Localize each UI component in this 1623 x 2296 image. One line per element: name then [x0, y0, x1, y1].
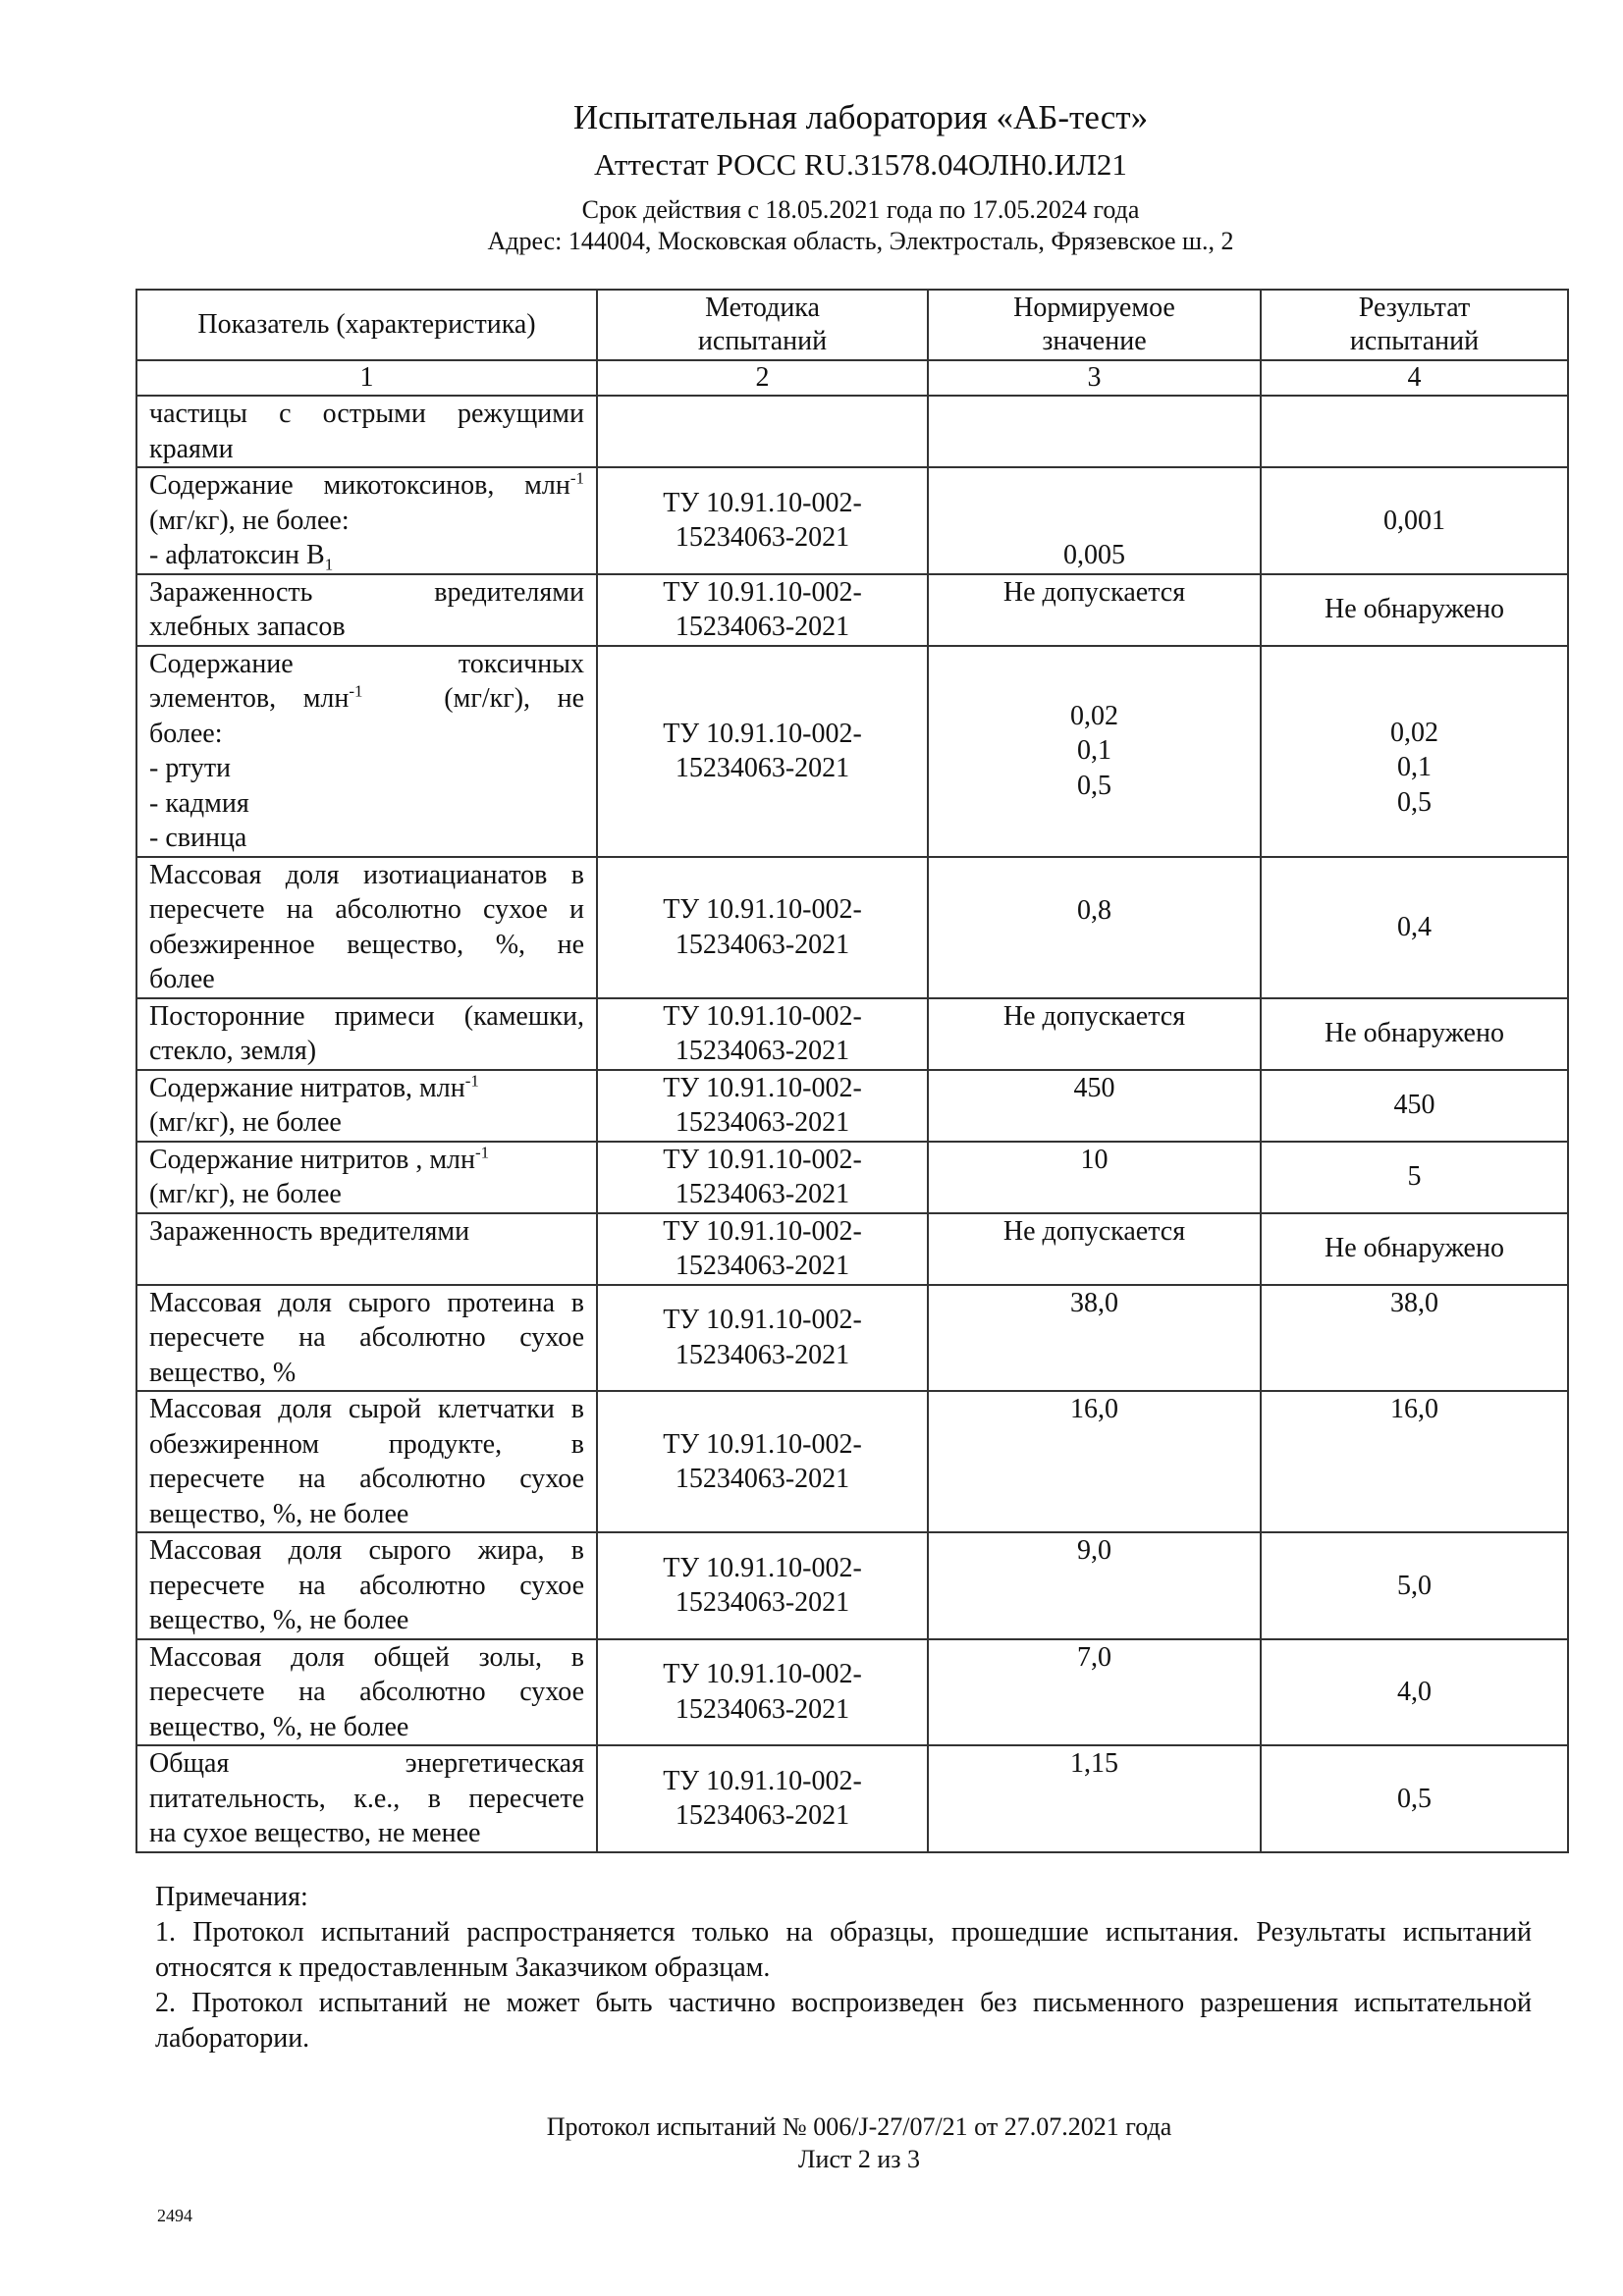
method-text: ТУ 10.91.10-002- — [663, 1144, 862, 1175]
method-text: ТУ 10.91.10-002- — [663, 1552, 862, 1583]
column-number: 3 — [928, 360, 1261, 396]
norm-cell: Не допускается — [928, 1213, 1261, 1285]
indicator-text: более: — [149, 718, 223, 749]
column-number: 2 — [597, 360, 928, 396]
result-cell: 5,0 — [1261, 1532, 1568, 1639]
indicator-text: - ртути — [149, 753, 232, 783]
indicator-text — [149, 538, 584, 573]
method-cell — [597, 998, 928, 1070]
test-results-table — [135, 289, 1569, 1853]
norm-cell — [928, 396, 1261, 467]
norm-value: 0,02 — [1070, 700, 1118, 731]
indicator-text: пересчете на абсолютно сухое — [149, 1322, 584, 1353]
result-cell: 450 — [1261, 1070, 1568, 1142]
indicator-text: вещество, %, не более — [149, 1711, 409, 1742]
result-cell: 16,0 — [1261, 1391, 1568, 1532]
method-cell — [597, 1391, 928, 1532]
column-header-label: значение — [1042, 326, 1147, 356]
table-header-row — [136, 290, 1568, 360]
table-row — [136, 1639, 1568, 1746]
result-value: 0,5 — [1397, 786, 1432, 818]
norm-cell: 0,005 — [928, 467, 1261, 574]
indicator-text: Посторонние примеси (камешки, — [149, 1000, 584, 1032]
indicator-cell — [136, 1639, 597, 1746]
sheet-number: Лист 2 из 3 — [797, 2145, 921, 2173]
method-text: ТУ 10.91.10-002- — [663, 718, 862, 749]
column-header-label: Показатель (характеристика) — [197, 309, 536, 340]
result-cell: Не обнаружено — [1261, 998, 1568, 1070]
column-header-label: испытаний — [1349, 326, 1480, 356]
column-header-label: Нормируемое — [1013, 293, 1175, 323]
norm-cell: 38,0 — [928, 1285, 1261, 1392]
table-row — [136, 1532, 1568, 1639]
indicator-text: пересчете на абсолютно сухое — [149, 1464, 584, 1494]
indicator-text: (мг/кг), не более: — [149, 505, 350, 536]
method-text: 15234063-2021 — [675, 1107, 850, 1138]
indicator-cell — [136, 857, 597, 998]
superscript: -1 — [464, 1071, 479, 1091]
indicator-text: Массовая доля общей золы, в — [149, 1641, 584, 1673]
notes-section — [155, 1880, 1532, 2056]
method-cell — [597, 646, 928, 857]
note-item: 1. Протокол испытаний распространяется только на образцы, прошедшие испытания. Результаты испытаний относятся к предоставленным Заказчиком образцам. — [155, 1917, 1532, 1983]
indicator-text: вещество, %, не более — [149, 1605, 409, 1635]
column-header-label: Результат — [1358, 293, 1471, 323]
table-row — [136, 467, 1568, 574]
indicator-text: Массовая доля сырого протеина в — [149, 1287, 584, 1318]
indicator-text: элементов, млн — [149, 683, 350, 714]
result-cell — [1261, 396, 1568, 467]
result-cell — [1261, 646, 1568, 857]
method-text: 15234063-2021 — [675, 1800, 850, 1832]
superscript: -1 — [569, 468, 584, 488]
indicator-text: обезжиренном продукте, в — [149, 1428, 584, 1460]
indicator-cell — [136, 396, 597, 467]
method-text: 15234063-2021 — [675, 1251, 850, 1281]
method-cell — [597, 1142, 928, 1213]
method-text: ТУ 10.91.10-002- — [663, 576, 862, 608]
indicator-text: обезжиренное вещество, %, не — [149, 929, 584, 960]
indicator-text: стекло, земля) — [149, 1036, 317, 1066]
norm-cell: 1,15 — [928, 1745, 1261, 1852]
method-cell — [597, 467, 928, 574]
superscript: -1 — [349, 681, 363, 701]
indicator-text: питательность, к.е., в пересчете — [149, 1783, 584, 1814]
method-text: 15234063-2021 — [675, 1179, 850, 1209]
column-number: 4 — [1261, 360, 1568, 396]
indicator-text: вещество, %, не более — [149, 1498, 409, 1529]
norm-cell: 450 — [928, 1070, 1261, 1142]
method-text: ТУ 10.91.10-002- — [663, 1072, 862, 1103]
result-cell: 4,0 — [1261, 1639, 1568, 1746]
method-cell — [597, 574, 928, 646]
norm-cell: 16,0 — [928, 1391, 1261, 1532]
method-cell — [597, 1745, 928, 1852]
result-cell: 0,4 — [1261, 857, 1568, 998]
method-text: 15234063-2021 — [675, 1036, 850, 1066]
norm-value: 0,1 — [1077, 735, 1111, 767]
method-text: ТУ 10.91.10-002- — [663, 1305, 862, 1336]
lab-address: Адрес: 144004, Московская область, Электросталь, Фрязевское ш., 2 — [487, 227, 1234, 255]
indicator-text — [149, 1071, 584, 1106]
indicator-cell — [136, 998, 597, 1070]
table-row — [136, 646, 1568, 857]
method-text: ТУ 10.91.10-002- — [663, 1765, 862, 1796]
indicator-cell — [136, 1285, 597, 1392]
superscript: -1 — [475, 1143, 490, 1162]
norm-cell: Не допускается — [928, 574, 1261, 646]
indicator-text: Содержание нитритов , млн — [149, 1144, 476, 1175]
method-text: 15234063-2021 — [675, 753, 850, 783]
indicator-text: Общая энергетическая — [149, 1748, 584, 1779]
indicator-text: пересчете на абсолютно сухое — [149, 1570, 584, 1601]
table-row — [136, 1745, 1568, 1852]
norm-cell — [928, 646, 1261, 857]
indicator-text: краями — [149, 433, 234, 464]
result-value: 0,1 — [1397, 752, 1432, 783]
norm-cell: 7,0 — [928, 1639, 1261, 1746]
method-cell — [597, 1639, 928, 1746]
norm-cell: 9,0 — [928, 1532, 1261, 1639]
indicator-cell — [136, 1142, 597, 1213]
indicator-text: - свинца — [149, 823, 247, 853]
indicator-text: Зараженность вредителями — [149, 1215, 470, 1247]
table-row — [136, 857, 1568, 998]
method-cell — [597, 1213, 928, 1285]
indicator-text: Массовая доля изотиацианатов в — [149, 859, 584, 890]
indicator-text: (мг/кг), не более — [149, 1107, 342, 1138]
norm-cell: 0,8 — [928, 857, 1261, 998]
indicator-text: Содержание микотоксинов, млн — [149, 470, 570, 501]
notes-title: Примечания: — [155, 1882, 308, 1912]
result-value: 0,02 — [1390, 717, 1438, 748]
indicator-text — [149, 681, 584, 717]
indicator-cell — [136, 574, 597, 646]
indicator-text: Содержание нитратов, млн — [149, 1072, 465, 1103]
method-cell — [597, 1070, 928, 1142]
certificate-validity: Срок действия с 18.05.2021 года по 17.05.2024 года — [581, 195, 1140, 224]
indicator-cell — [136, 1745, 597, 1852]
subscript: 1 — [324, 555, 334, 574]
column-header-norm — [928, 290, 1261, 360]
method-text: ТУ 10.91.10-002- — [663, 1000, 862, 1032]
norm-value: 0,5 — [1077, 770, 1111, 801]
indicator-text: Массовая доля сырой клетчатки в — [149, 1394, 584, 1424]
indicator-text: хлебных запасов — [149, 612, 346, 642]
indicator-text: Содержание токсичных — [149, 648, 584, 679]
indicator-text: (мг/кг), не — [444, 683, 585, 714]
indicator-cell — [136, 1070, 597, 1142]
indicator-text: частицы с острыми режущими — [149, 399, 584, 429]
protocol-reference: Протокол испытаний № 006/J-27/07/21 от 27.07.2021 года — [546, 2112, 1172, 2141]
table-row — [136, 574, 1568, 646]
result-cell: 0,5 — [1261, 1745, 1568, 1852]
method-text: 15234063-2021 — [675, 522, 850, 554]
method-text: ТУ 10.91.10-002- — [663, 894, 862, 925]
note-item: 2. Протокол испытаний не может быть частично воспроизведен без письменного разрешения испытательной лаборатории. — [155, 1988, 1532, 2054]
column-number-row — [136, 360, 1568, 396]
column-header-result — [1261, 290, 1568, 360]
method-cell — [597, 1285, 928, 1392]
table-row — [136, 396, 1568, 467]
method-text: ТУ 10.91.10-002- — [663, 1428, 862, 1460]
column-header-method — [597, 290, 928, 360]
method-text: 15234063-2021 — [675, 1339, 850, 1370]
method-cell — [597, 857, 928, 998]
indicator-text — [149, 1143, 584, 1178]
indicator-text: - афлатоксин B — [149, 540, 325, 570]
result-cell: 5 — [1261, 1142, 1568, 1213]
indicator-text: пересчете на абсолютно сухое — [149, 1677, 584, 1707]
column-header-indicator — [136, 290, 597, 360]
method-text: 15234063-2021 — [675, 929, 850, 960]
column-header-label: Методика — [705, 293, 820, 323]
certificate-number: Аттестат РОСС RU.31578.04ОЛН0.ИЛ21 — [594, 147, 1127, 182]
indicator-text: вещество, % — [149, 1357, 297, 1388]
method-text: ТУ 10.91.10-002- — [663, 487, 862, 518]
table-row — [136, 1142, 1568, 1213]
table-row — [136, 1070, 1568, 1142]
indicator-cell — [136, 1391, 597, 1532]
method-text: ТУ 10.91.10-002- — [663, 1659, 862, 1690]
method-text: 15234063-2021 — [675, 612, 850, 642]
indicator-cell — [136, 1213, 597, 1285]
table-row — [136, 1213, 1568, 1285]
norm-cell: Не допускается — [928, 998, 1261, 1070]
column-number: 1 — [136, 360, 597, 396]
result-cell: Не обнаружено — [1261, 1213, 1568, 1285]
method-text: 15234063-2021 — [675, 1693, 850, 1725]
method-cell — [597, 1532, 928, 1639]
method-text: 15234063-2021 — [675, 1464, 850, 1494]
norm-cell: 10 — [928, 1142, 1261, 1213]
result-cell: Не обнаружено — [1261, 574, 1568, 646]
table-row — [136, 998, 1568, 1070]
lab-title: Испытательная лаборатория «АБ-тест» — [572, 98, 1149, 136]
indicator-text: Массовая доля сырого жира, в — [149, 1535, 584, 1566]
indicator-text — [149, 468, 584, 504]
indicator-text: на сухое вещество, не менее — [149, 1818, 481, 1848]
indicator-text: Зараженность вредителями — [149, 576, 584, 608]
result-cell: 38,0 — [1261, 1285, 1568, 1392]
page-code: 2494 — [157, 2206, 192, 2225]
method-cell — [597, 396, 928, 467]
table-row — [136, 1285, 1568, 1392]
method-text: 15234063-2021 — [675, 1587, 850, 1619]
indicator-text: более — [149, 964, 215, 994]
method-text: ТУ 10.91.10-002- — [663, 1215, 862, 1247]
indicator-text: (мг/кг), не более — [149, 1179, 342, 1209]
indicator-cell — [136, 1532, 597, 1639]
column-header-label: испытаний — [697, 326, 828, 356]
result-cell: 0,001 — [1261, 467, 1568, 574]
indicator-text: - кадмия — [149, 787, 249, 819]
indicator-text: пересчете на абсолютно сухое и — [149, 894, 584, 925]
indicator-cell — [136, 467, 597, 574]
table-row — [136, 1391, 1568, 1532]
indicator-cell — [136, 646, 597, 857]
